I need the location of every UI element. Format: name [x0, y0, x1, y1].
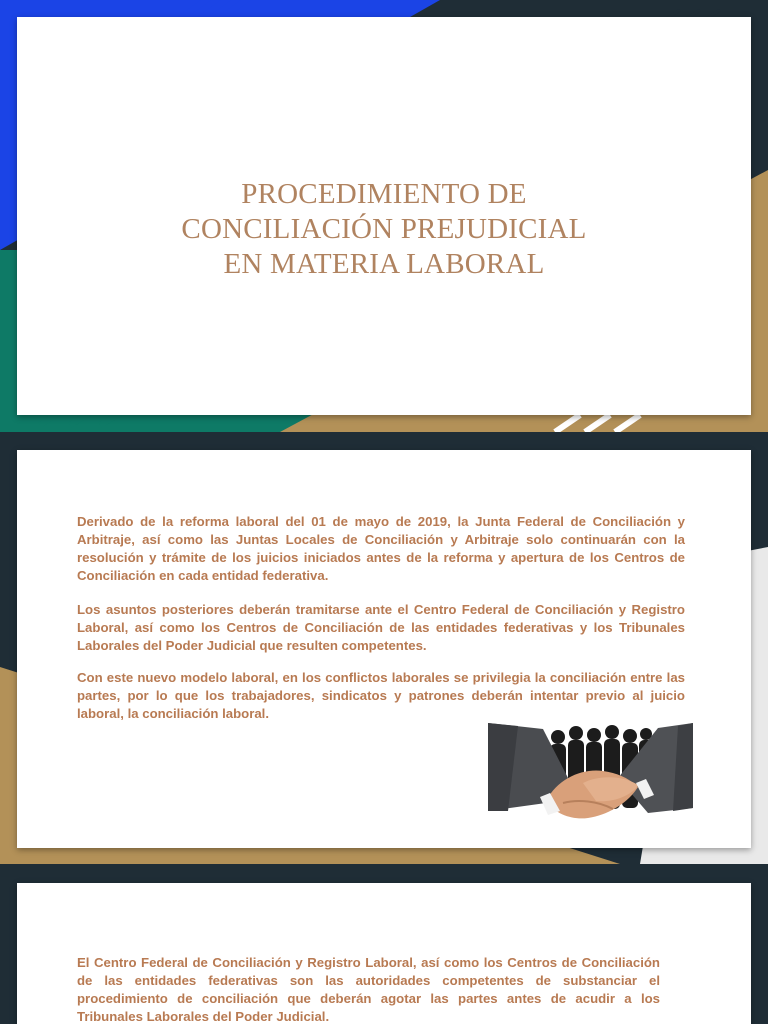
- slide1-card: [17, 17, 751, 415]
- title-line-2: CONCILIACIÓN PREJUDICIAL: [181, 213, 587, 245]
- slide-reforma-laboral: [0, 432, 768, 864]
- slide-centro-federal: [0, 864, 768, 1024]
- slide-title: [0, 0, 768, 432]
- slide2-card: [17, 450, 751, 848]
- paragraph-centro-federal: El Centro Federal de Conciliación y Registro Laboral, así como los Centros de Conciliación de las entidades federativas son las autoridades competentes de substanciar el procedimiento de conciliación que deberán agotar las partes antes de acudir a los Tribunales Laborales del Poder Judicial.: [77, 955, 660, 1024]
- handshake-icon: [488, 723, 693, 828]
- paragraph-asuntos-posteriores: Los asuntos posteriores deberán tramitarse ante el Centro Federal de Conciliación y Registro Laboral, así como los Centros de Conciliación de las entidades federativas y los Tribunales Laborales del Poder Judicial que resulten competentes.: [77, 602, 685, 653]
- title-line-3: EN MATERIA LABORAL: [223, 248, 545, 280]
- presentation-title: [17, 177, 751, 282]
- paragraph-nuevo-modelo: Con este nuevo modelo laboral, en los conflictos laborales se privilegia la conciliación entre las partes, por lo que los trabajadores, sindicatos y patrones deberán intentar previo al juicio laboral, la conciliación laboral.: [77, 670, 685, 721]
- paragraph-reforma: Derivado de la reforma laboral del 01 de mayo de 2019, la Junta Federal de Conciliación y Arbitraje, así como las Juntas Locales de Conciliación y Arbitraje solo continuarán con la resolución y trámite de los juicios iniciados antes de la reforma y apertura de los Centros de Conciliación en cada entidad federativa.: [77, 514, 685, 583]
- slide3-card: [17, 883, 751, 1024]
- title-line-1: PROCEDIMIENTO DE: [241, 178, 527, 210]
